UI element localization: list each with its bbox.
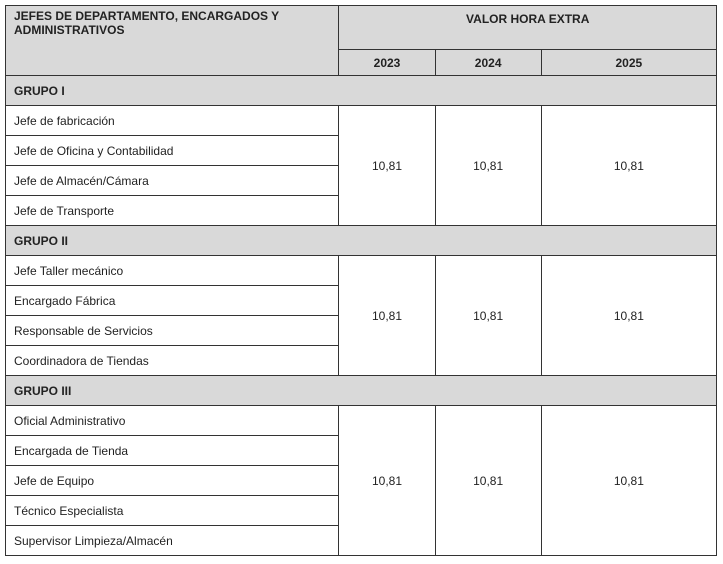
- category-name: Encargado Fábrica: [6, 286, 339, 316]
- group-header-row: [6, 226, 717, 256]
- group-title: GRUPO III: [6, 376, 717, 406]
- rate-value-2024: 10,81: [435, 256, 541, 376]
- rate-value-2025: 10,81: [541, 256, 716, 376]
- category-column-header: JEFES DE DEPARTAMENTO, ENCARGADOS Y ADMINISTRATIVOS: [6, 6, 339, 76]
- category-name: Oficial Administrativo: [6, 406, 339, 436]
- category-name: Jefe de fabricación: [6, 106, 339, 136]
- rate-value-2024: 10,81: [435, 106, 541, 226]
- category-name: Responsable de Servicios: [6, 316, 339, 346]
- category-name: Encargada de Tienda: [6, 436, 339, 466]
- group-header-row: [6, 76, 717, 106]
- category-name: Jefe de Transporte: [6, 196, 339, 226]
- rate-value-2025: 10,81: [541, 406, 716, 556]
- rate-value-2023: 10,81: [339, 256, 435, 376]
- category-name: Coordinadora de Tiendas: [6, 346, 339, 376]
- rate-value-2024: 10,81: [435, 406, 541, 556]
- category-name: Jefe de Oficina y Contabilidad: [6, 136, 339, 166]
- group-header-row: [6, 376, 717, 406]
- category-name: Supervisor Limpieza/Almacén: [6, 526, 339, 556]
- category-name: Jefe de Equipo: [6, 466, 339, 496]
- overtime-rates-table: [5, 5, 717, 556]
- value-column-header: VALOR HORA EXTRA: [339, 6, 717, 50]
- group-title: GRUPO II: [6, 226, 717, 256]
- year-2023-header: 2023: [339, 50, 435, 76]
- year-2024-header: 2024: [435, 50, 541, 76]
- table-row: [6, 106, 717, 136]
- category-name: Técnico Especialista: [6, 496, 339, 526]
- rate-value-2025: 10,81: [541, 106, 716, 226]
- category-name: Jefe de Almacén/Cámara: [6, 166, 339, 196]
- year-2025-header: 2025: [541, 50, 716, 76]
- table-body: [6, 6, 717, 556]
- table-row: [6, 256, 717, 286]
- table-row: [6, 406, 717, 436]
- category-name: Jefe Taller mecánico: [6, 256, 339, 286]
- rate-value-2023: 10,81: [339, 406, 435, 556]
- header-row: [6, 6, 717, 50]
- group-title: GRUPO I: [6, 76, 717, 106]
- rate-value-2023: 10,81: [339, 106, 435, 226]
